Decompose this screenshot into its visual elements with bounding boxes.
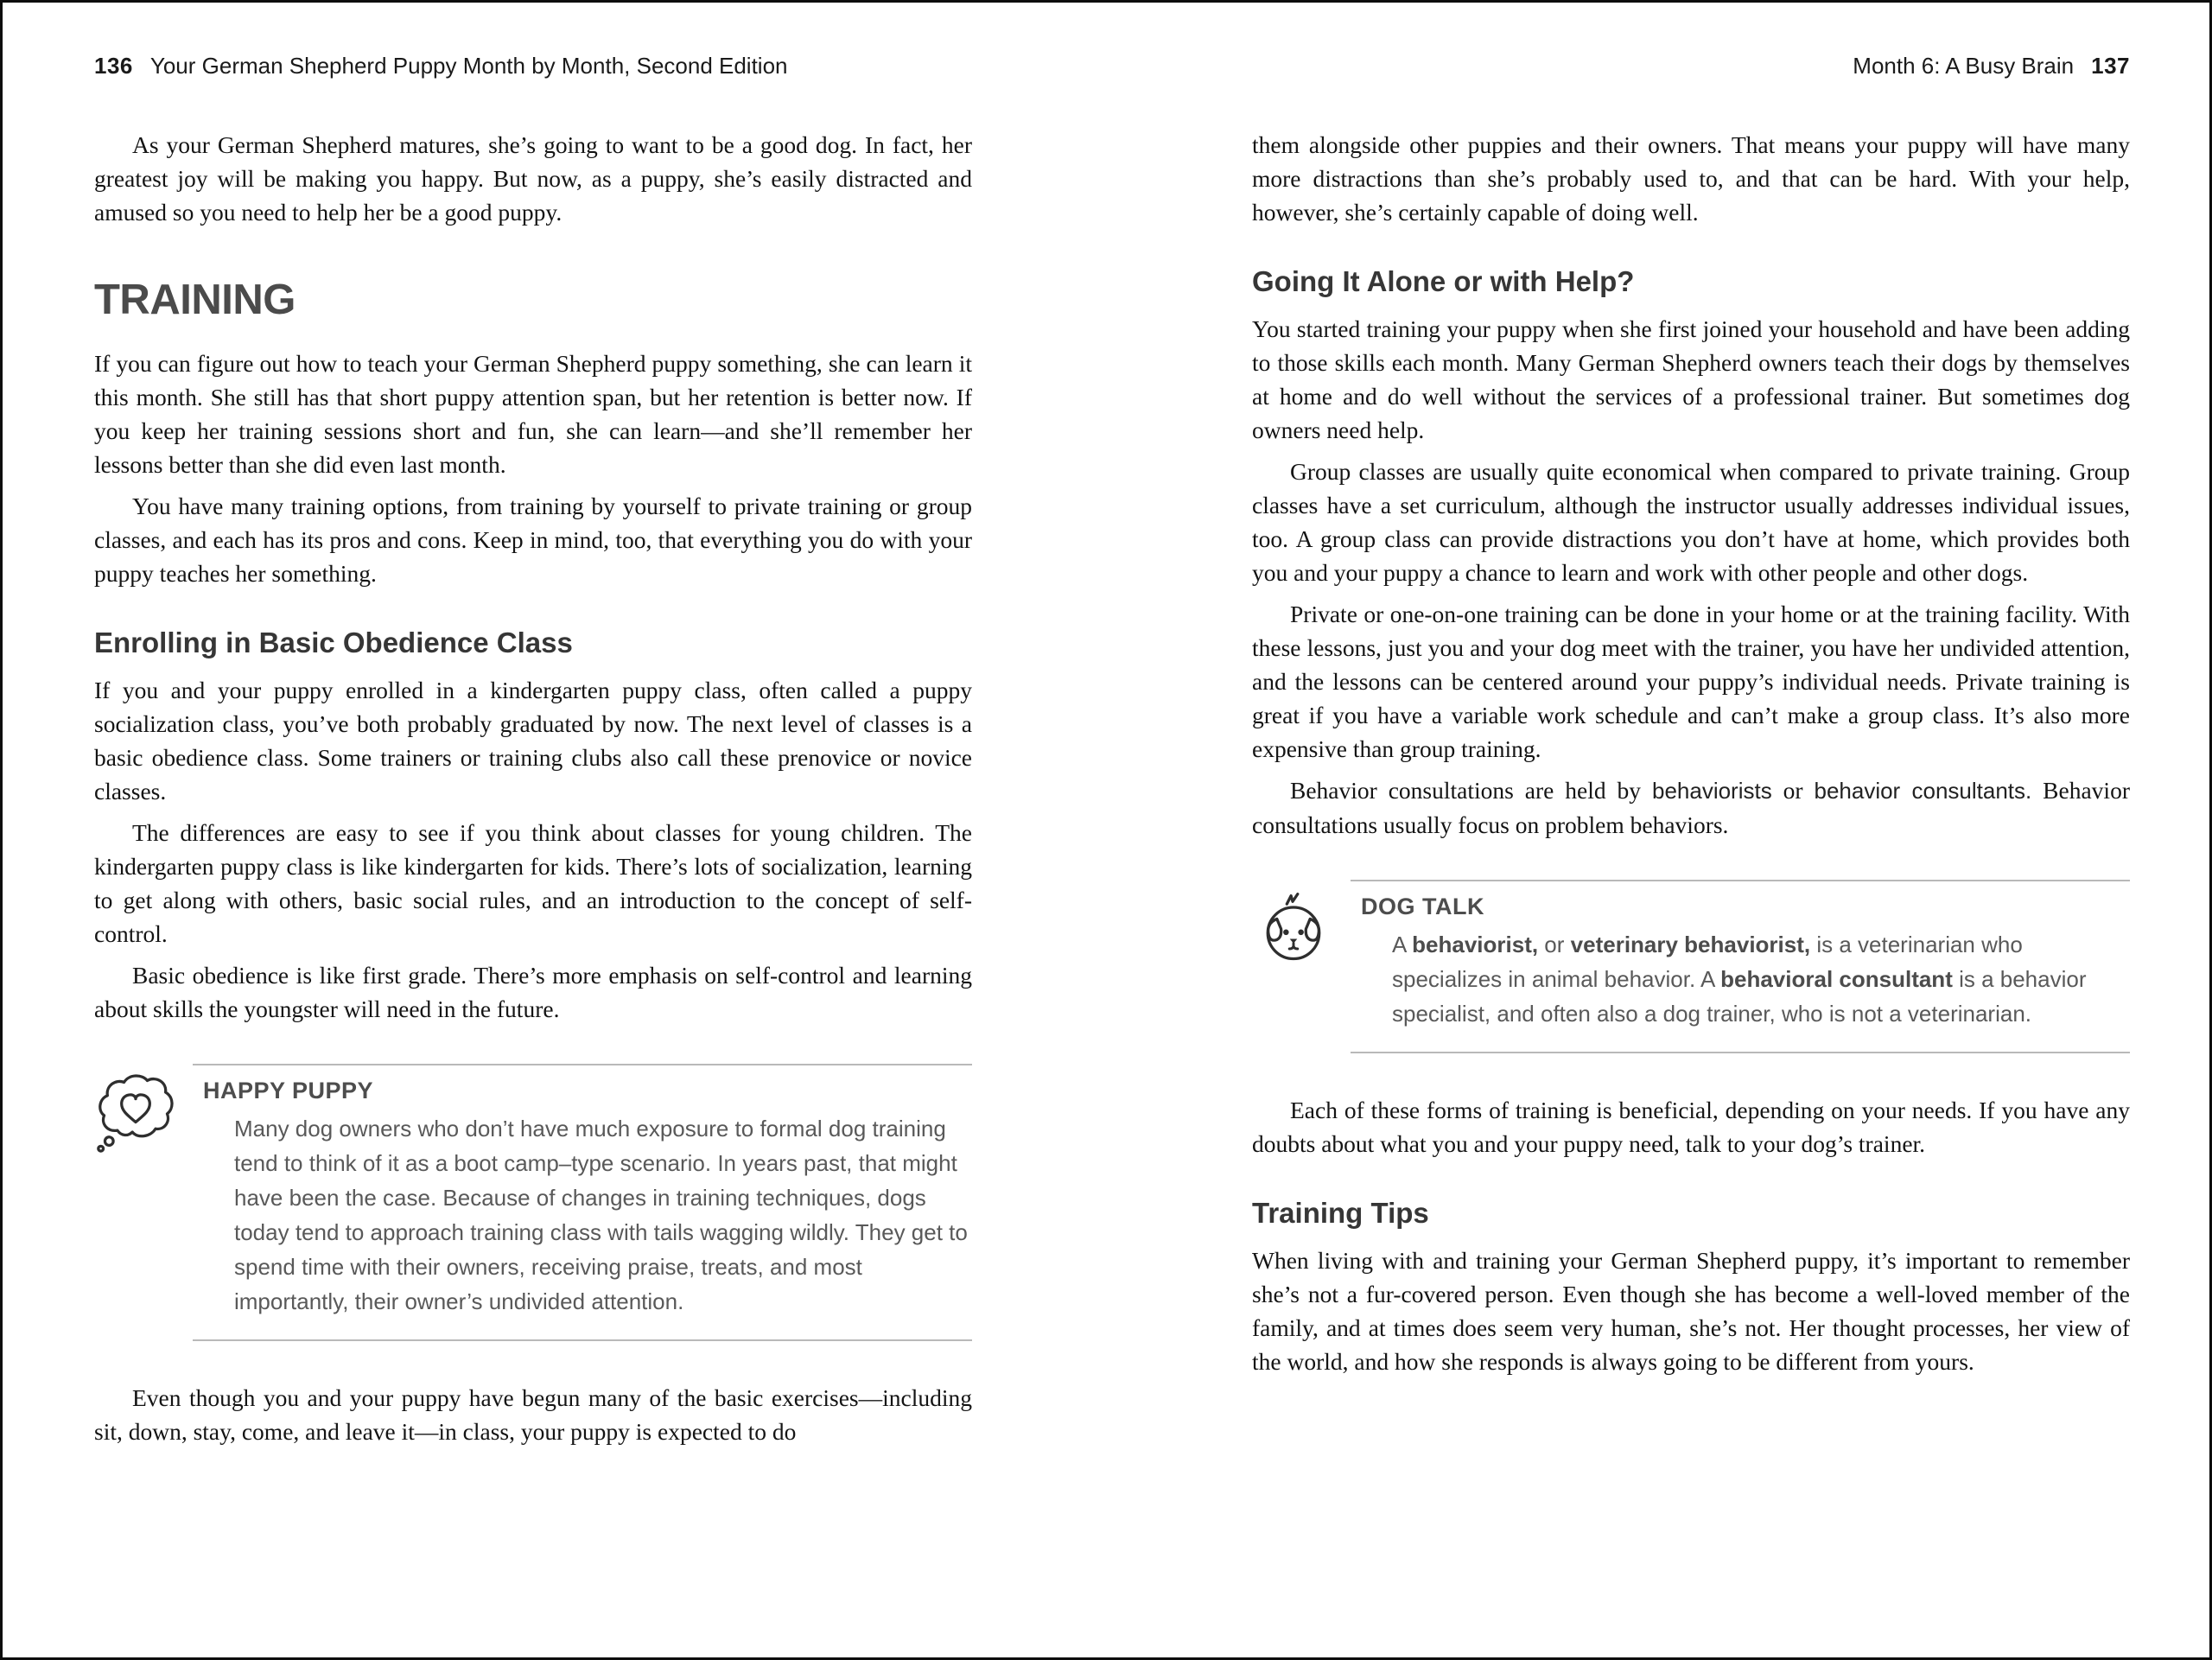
alone-paragraph-4: Behavior consultations are held by behaviorists or behavior consultants. Behavior consultations usually focus on problem behaviors.	[1252, 777, 2130, 838]
dog-face-icon	[1252, 880, 1335, 970]
training-paragraph-1: If you can figure out how to teach your German Shepherd puppy something, she can learn it this month. She still has that short puppy attention span, but her retention is better now. If you keep her training sessions short and fun, she can learn—and she’ll remember her lessons better than she did even last month.	[94, 350, 972, 478]
alone-paragraph-3: Private or one-on-one training can be done in your home or at the training facility. With these lessons, just you and your dog meet with the trainer, you have her undivided attention, and the lessons can be centered around your puppy’s individual needs. Private training is great if you have a variable work schedule and can’t make a group class. It’s also more expensive than group training.	[1252, 601, 2130, 762]
training-paragraph-2: You have many training options, from training by yourself to private training or group classes, and each has its pros and cons. Keep in mind, too, that everything you do with your puppy teaches her something.	[94, 493, 972, 587]
enrolling-heading: Enrolling in Basic Obedience Class	[94, 626, 573, 658]
training-heading: TRAINING	[94, 277, 296, 323]
closing-paragraph: Even though you and your puppy have begun many of the basic exercises—including sit, down, stay, come, and leave it—in class, your puppy is expected to do	[94, 1384, 972, 1445]
training-tips-heading: Training Tips	[1252, 1197, 1429, 1229]
right-running-title: Month 6: A Busy Brain	[1853, 53, 2075, 79]
going-it-alone-heading: Going It Alone or with Help?	[1252, 265, 1635, 297]
enrolling-paragraph-3: Basic obedience is like first grade. There’s more emphasis on self-control and learning about skills the youngster will need in the future.	[94, 962, 972, 1022]
left-running-title: Your German Shepherd Puppy Month by Month, Second Edition	[149, 53, 788, 79]
continuation-paragraph: them alongside other puppies and their owners. That means your puppy will have many more distractions than she’s probably used to, and that can be hard. With your help, however, she’s certainly capable of doing well.	[1252, 131, 2130, 226]
happy-puppy-sidebar-body	[193, 1064, 972, 1341]
right-running-head	[1252, 53, 2130, 80]
intro-paragraph: As your German Shepherd matures, she’s going to want to be a good dog. In fact, her greatest joy will be making you happy. But now, as a puppy, she’s easily distracted and amused so you need to help her be a good puppy.	[94, 131, 972, 226]
enrolling-paragraph-1: If you and your puppy enrolled in a kindergarten puppy class, often called a puppy socialization class, you’ve both probably graduated by now. The next level of classes is a basic obedience class. Some trainers or training clubs also call these prenovice or novice classes.	[94, 677, 972, 805]
right-page-number: 137	[2091, 53, 2130, 79]
dog-talk-sidebar-body	[1351, 880, 2130, 1053]
left-running-head	[94, 53, 972, 80]
happy-puppy-title: HAPPY PUPPY	[203, 1078, 374, 1103]
book-spread	[3, 3, 2209, 1456]
heart-thought-bubble-icon	[94, 1064, 177, 1154]
alone-paragraph-1: You started training your puppy when she first joined your household and have been adding to those skills each month. Many German Shepherd owners teach their dogs by themselves at home and do well without the services of a professional trainer. But sometimes dog owners need help.	[1252, 315, 2130, 443]
page-left	[94, 53, 972, 1456]
happy-puppy-sidebar	[94, 1064, 972, 1341]
left-page-number: 136	[94, 53, 133, 79]
tips-paragraph-1: When living with and training your German Shepherd puppy, it’s important to remember she’s not a fur-covered person. Even though she has become a well-loved member of the family, and at times does seem very human, she’s not. Her thought processes, her view of the world, and how she responds is always going to be different from yours.	[1252, 1247, 2130, 1375]
dog-talk-text: A behaviorist, or veterinary behaviorist, is a veterinarian who specializes in animal behavior. A behavioral consultant is a behavior specialist, and often also a dog trainer, who is not a veterinarian.	[1392, 932, 2087, 1027]
dog-talk-sidebar	[1252, 880, 2130, 1053]
page-right	[1252, 53, 2130, 1456]
benefit-paragraph: Each of these forms of training is beneficial, depending on your needs. If you have any doubts about what you and your puppy need, talk to your dog’s trainer.	[1252, 1097, 2130, 1157]
alone-paragraph-2: Group classes are usually quite economical when compared to private training. Group classes have a set curriculum, although the instructor usually addresses individual issues, too. A group class can provide distractions you don’t have at home, which provides both you and your puppy a chance to learn and work with other people and other dogs.	[1252, 458, 2130, 586]
dog-talk-title: DOG TALK	[1361, 894, 1484, 919]
happy-puppy-text: Many dog owners who don’t have much exposure to formal dog training tend to think of it as a boot camp–type scenario. In years past, that might have been the case. Because of changes in training techniques, dogs today tend to approach training class with tails wagging wildly. They get to spend time with their owners, receiving praise, treats, and most importantly, their owner’s undivided attention.	[234, 1116, 968, 1314]
enrolling-paragraph-2: The differences are easy to see if you think about classes for young children. The kindergarten puppy class is like kindergarten for kids. There’s lots of socialization, learning to get along with others, basic social rules, and an introduction to the concept of self-control.	[94, 819, 972, 947]
